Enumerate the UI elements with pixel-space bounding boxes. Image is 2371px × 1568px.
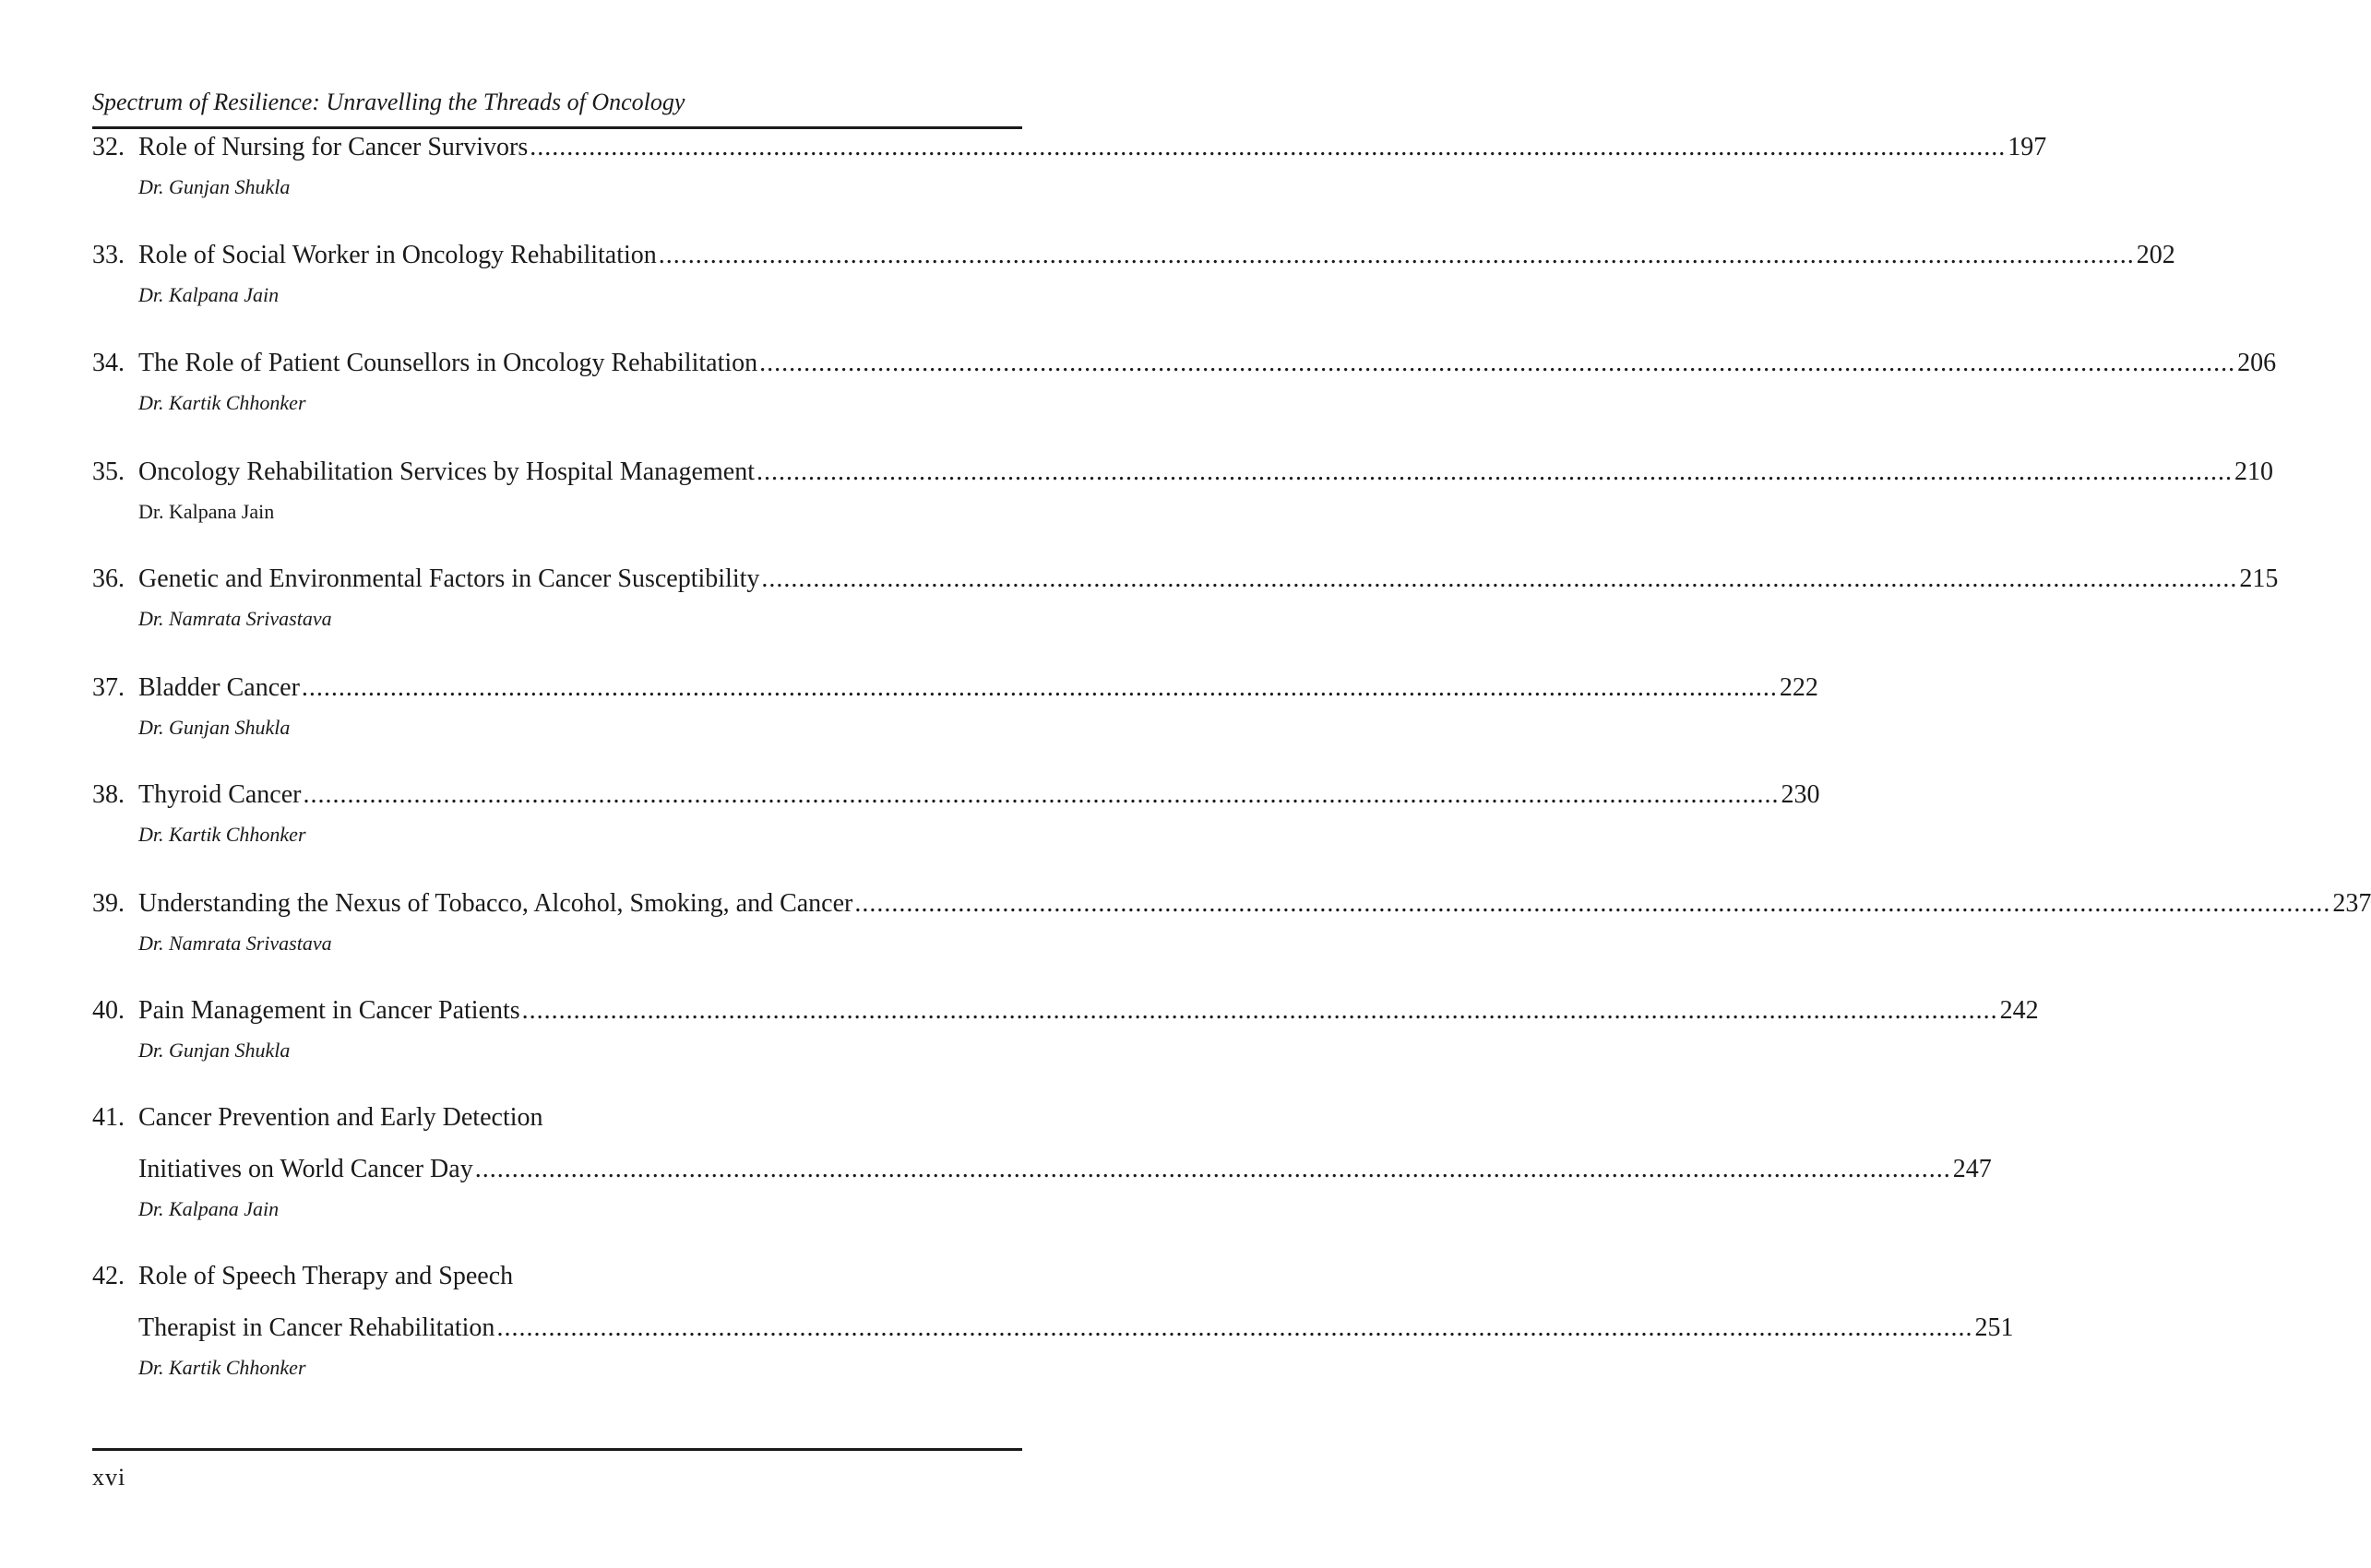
toc-entry[interactable] <box>92 1258 2014 1382</box>
chapter-number: 42. <box>92 1262 125 1290</box>
toc-entry-line <box>92 345 2277 382</box>
dot-leader: ........................................................................................................................................................................................................ <box>756 457 2233 486</box>
toc-entry-line <box>92 670 1818 707</box>
chapter-title: Bladder Cancer <box>138 673 300 702</box>
chapter-author: Dr. Namrata Srivastava <box>138 932 332 955</box>
chapter-number: 40. <box>92 996 125 1025</box>
page-number: 215 <box>2239 564 2279 593</box>
chapter-author: Dr. Kartik Chhonker <box>138 391 306 414</box>
toc-entry-line <box>92 454 2273 491</box>
chapter-number: 32. <box>92 133 125 161</box>
chapter-title: The Role of Patient Counsellors in Oncology Rehabilitation <box>138 349 758 377</box>
chapter-title: Role of Social Worker in Oncology Rehabilitation <box>138 241 657 269</box>
page-number: 237 <box>2332 889 2371 918</box>
chapter-number: 35. <box>92 457 125 486</box>
page-number: 210 <box>2234 457 2273 486</box>
page-number: 197 <box>2008 133 2047 161</box>
page-footer <box>92 1448 1022 1491</box>
toc-entry[interactable] <box>92 237 2175 309</box>
dot-leader: ........................................................................................................................................................................................................ <box>521 996 1998 1025</box>
toc-entry[interactable] <box>92 561 2279 633</box>
toc-entry-line <box>92 1310 2014 1347</box>
toc-entry-line <box>92 1151 1992 1188</box>
chapter-number: 36. <box>92 564 125 593</box>
chapter-author: Dr. Kalpana Jain <box>138 283 280 306</box>
chapter-author: Dr. Kalpana Jain <box>138 1197 280 1220</box>
chapter-title-line-1: Role of Speech Therapy and Speech <box>138 1262 514 1290</box>
dot-leader: ........................................................................................................................................................................................................ <box>301 673 1778 702</box>
chapter-title: Thyroid Cancer <box>138 780 302 809</box>
chapter-title-line-2: Therapist in Cancer Rehabilitation <box>138 1313 495 1342</box>
chapter-number: 38. <box>92 780 125 809</box>
page-number: 206 <box>2237 349 2277 377</box>
toc-entry-line <box>92 129 2047 166</box>
dot-leader: ........................................................................................................................................................................................................ <box>759 349 2236 377</box>
toc-entry[interactable] <box>92 670 1818 742</box>
toc-entry-line <box>92 1258 1022 1295</box>
chapter-title: Oncology Rehabilitation Services by Hospital Management <box>138 457 755 486</box>
toc-entry-line <box>92 1099 1022 1136</box>
chapter-number: 34. <box>92 349 125 377</box>
toc-entry-line <box>92 992 2039 1029</box>
chapter-author: Dr. Gunjan Shukla <box>138 716 291 739</box>
dot-leader: ........................................................................................................................................................................................................ <box>474 1155 1951 1183</box>
toc-entry-line <box>92 561 2279 598</box>
chapter-author: Dr. Namrata Srivastava <box>138 607 332 630</box>
chapter-number: 39. <box>92 889 125 918</box>
chapter-title: Understanding the Nexus of Tobacco, Alcohol, Smoking, and Cancer <box>138 889 853 918</box>
folio-page-number: xvi <box>92 1464 126 1491</box>
page-number: 242 <box>1999 996 2039 1025</box>
chapter-author: Dr. Kartik Chhonker <box>138 1356 306 1379</box>
page-number: 247 <box>1952 1155 1992 1183</box>
toc-entry[interactable] <box>92 992 2039 1064</box>
chapter-title-line-2: Initiatives on World Cancer Day <box>138 1155 473 1183</box>
toc-entry[interactable] <box>92 885 2371 957</box>
toc-entry-line <box>92 777 1820 814</box>
running-header <box>92 83 1022 129</box>
chapter-title: Pain Management in Cancer Patients <box>138 996 520 1025</box>
chapter-author: Dr. Kartik Chhonker <box>138 823 306 846</box>
toc-entry[interactable] <box>92 1099 1992 1223</box>
page-number: 251 <box>1974 1313 2014 1342</box>
toc-entry-line <box>92 885 2371 922</box>
toc-entry[interactable] <box>92 345 2277 417</box>
chapter-number: 33. <box>92 241 125 269</box>
page-number: 222 <box>1779 673 1818 702</box>
book-title: Spectrum of Resilience: Unravelling the Threads of Oncology <box>92 89 685 115</box>
chapter-author: Dr. Kalpana Jain <box>138 500 275 523</box>
toc-entry[interactable] <box>92 454 2273 526</box>
dot-leader: ........................................................................................................................................................................................................ <box>854 889 2331 918</box>
chapter-title-line-1: Cancer Prevention and Early Detection <box>138 1103 543 1132</box>
chapter-number: 37. <box>92 673 125 702</box>
dot-leader: ........................................................................................................................................................................................................ <box>496 1313 1973 1342</box>
dot-leader: ........................................................................................................................................................................................................ <box>303 780 1780 809</box>
dot-leader: ........................................................................................................................................................................................................ <box>530 133 2007 161</box>
chapter-author: Dr. Gunjan Shukla <box>138 175 291 198</box>
toc-entry[interactable] <box>92 129 2047 201</box>
dot-leader: ........................................................................................................................................................................................................ <box>761 564 2238 593</box>
chapter-author: Dr. Gunjan Shukla <box>138 1039 291 1062</box>
chapter-title: Role of Nursing for Cancer Survivors <box>138 133 529 161</box>
toc-entry-line <box>92 237 2175 274</box>
dot-leader: ........................................................................................................................................................................................................ <box>658 241 2135 269</box>
page-number: 230 <box>1781 780 1820 809</box>
toc-entry[interactable] <box>92 777 1820 849</box>
page-number: 202 <box>2136 241 2175 269</box>
chapter-number: 41. <box>92 1103 125 1132</box>
chapter-title: Genetic and Environmental Factors in Cancer Susceptibility <box>138 564 760 593</box>
